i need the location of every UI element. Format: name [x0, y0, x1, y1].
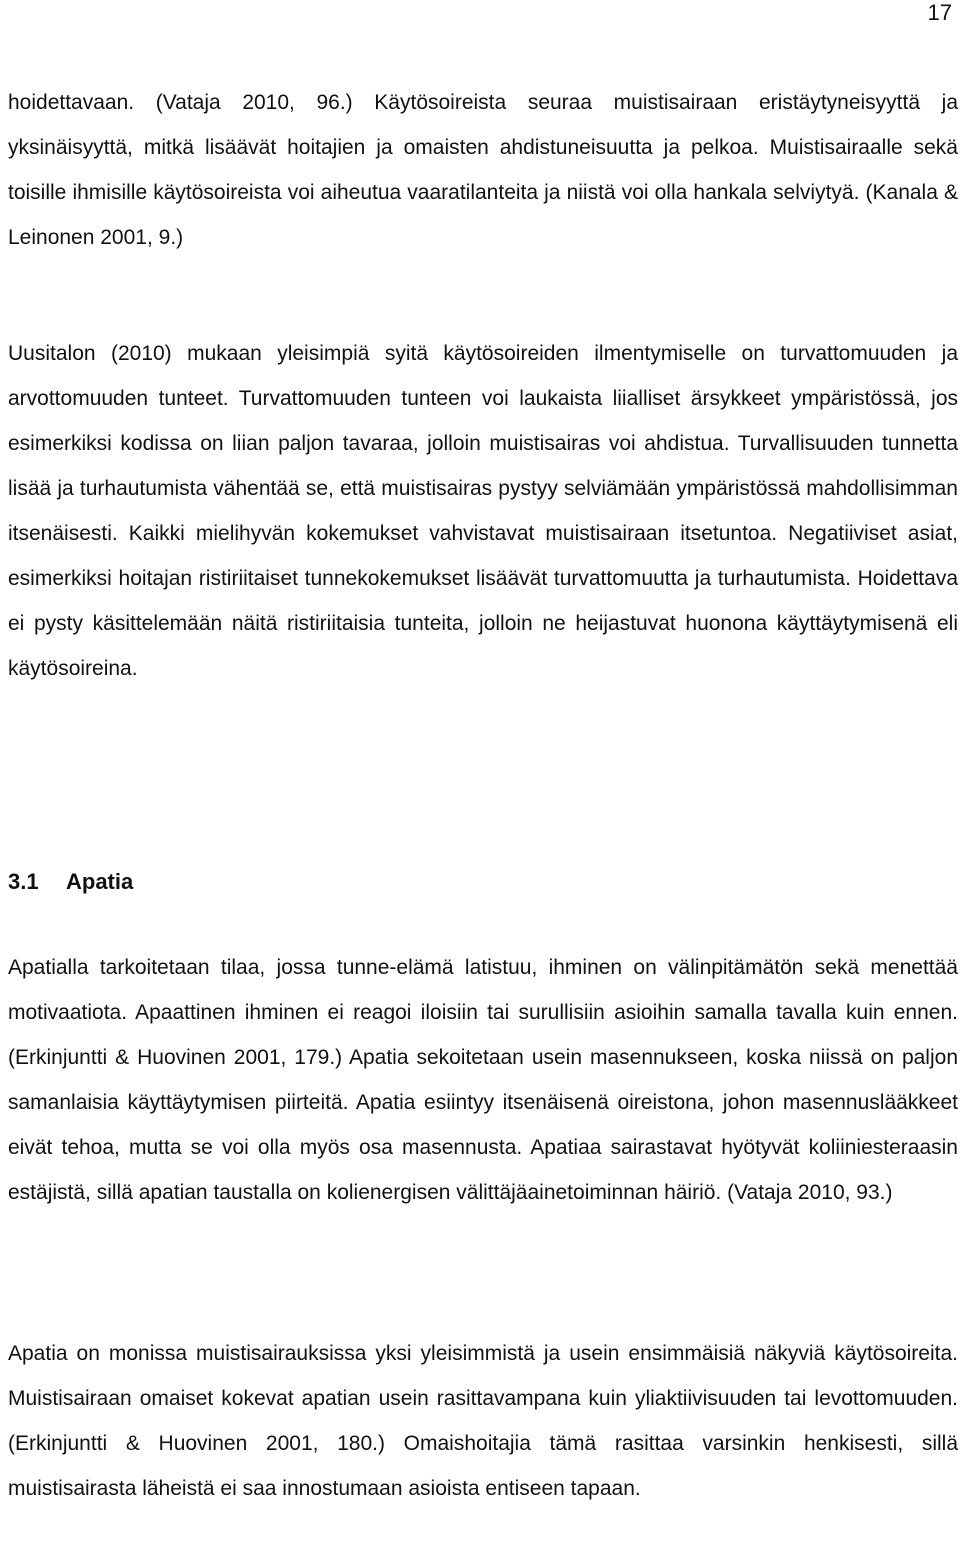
- section-number: 3.1: [8, 869, 39, 894]
- body-paragraph-2: Uusitalon (2010) mukaan yleisimpiä syitä käytösoireiden ilmentymiselle on turvattomuuden ja arvottomuuden tunteet. Turvattomuuden tunteen voi laukaista liialliset ärsykkeet ympäristössä, jos esimerkiksi kodissa on liian paljon tavaraa, jolloin muistisairas voi ahdistua. Turvallisuuden tunnetta lisää ja turhautumista vähentää se, että muistisairas pystyy selviämään ympäristössä mahdollisimman itsenäisesti. Kaikki mielihyvän kokemukset vahvistavat muistisairaan itsetuntoa. Negatiiviset asiat, esimerkiksi hoitajan ristiriitaiset tunnekokemukset lisäävät turvattomuutta ja turhautumista. Hoidettava ei pysty käsittelemään näitä ristiriitaisia tunteita, jolloin ne heijastuvat huonona käyttäytymisenä eli käytösoireina.: [8, 342, 958, 680]
- section-paragraph-1: Apatialla tarkoitetaan tilaa, jossa tunne-elämä latistuu, ihminen on välinpitämätön sekä menettää motivaatiota. Apaattinen ihminen ei reagoi iloisiin tai surullisiin asioihin samalla tavalla kuin ennen. (Erkinjuntti & Huovinen 2001, 179.) Apatia sekoitetaan usein masennukseen, koska niissä on paljon samanlaisia käyttäytymisen piirteitä. Apatia esiintyy itsenäisenä oireistona, johon masennuslääkkeet eivät tehoa, mutta se voi olla myös osa masennusta. Apatiaa sairastavat hyötyvät koliiniesteraasin estäjistä, sillä apatian taustalla on kolienergisen välittäjäainetoiminnan häiriö. (Vataja 2010, 93.): [8, 956, 958, 1204]
- page-number: 17: [927, 0, 952, 25]
- section-paragraph-2: Apatia on monissa muistisairauksissa yksi yleisimmistä ja usein ensimmäisiä näkyviä käytösoireita. Muistisairaan omaiset kokevat apatian usein rasittavampana kuin yliaktiivisuuden tai levottomuuden. (Erkinjuntti & Huovinen 2001, 180.) Omaishoitajia tämä rasittaa varsinkin henkisesti, sillä muistisairasta läheistä ei saa innostumaan asioista entiseen tapaan.: [8, 1342, 958, 1500]
- section-heading: [8, 860, 133, 904]
- body-paragraph-1: hoidettavaan. (Vataja 2010, 96.) Käytösoireista seuraa muistisairaan eristäytyneisyyttä ja yksinäisyyttä, mitkä lisäävät hoitajien ja omaisten ahdistuneisuutta ja pelkoa. Muistisairaalle sekä toisille ihmisille käytösoireista voi aiheutua vaaratilanteita ja niistä voi olla hankala selviytyä. (Kanala & Leinonen 2001, 9.): [8, 91, 958, 249]
- section-title: Apatia: [66, 869, 134, 894]
